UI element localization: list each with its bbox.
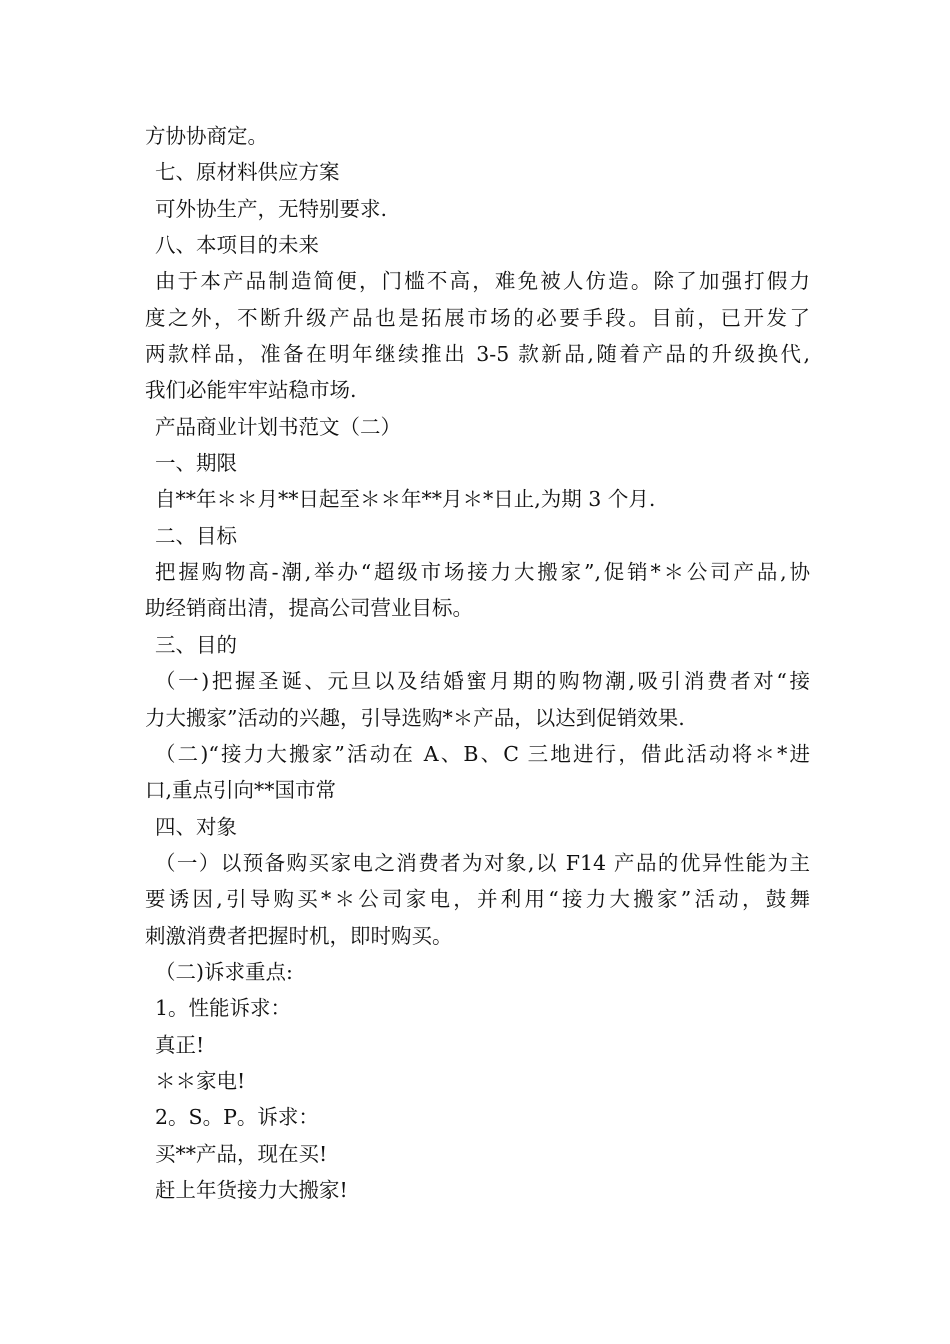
text-line: 产品商业计划书范文（二） [155, 414, 401, 439]
text-line: 四、对象 [155, 814, 237, 839]
text-line: 1。性能诉求： [155, 996, 292, 1021]
text-line: 三、目的 [155, 632, 237, 657]
text-line: 由于本产品制造简便，门槛不高，难免被人仿造。除了加强打假力 [155, 269, 810, 294]
text-line: 真正! [155, 1032, 205, 1057]
text-line: 度之外，不断升级产品也是拓展市场的必要手段。目前，已开发了 [145, 305, 810, 330]
text-line: 可外协生产，无特别要求. [155, 196, 388, 221]
text-line: 口,重点引向**国市常 [145, 778, 337, 803]
text-line: 一、期限 [155, 451, 237, 476]
text-line: 要诱因,引导购买*＊公司家电，并利用“接力大搬家”活动，鼓舞 [145, 887, 810, 912]
text-line: 刺激消费者把握时机，即时购买。 [145, 923, 453, 948]
text-line: （一)把握圣诞、元旦以及结婚蜜月期的购物潮,吸引消费者对“接 [155, 669, 810, 694]
text-line: 把握购物高-潮,举办“超级市场接力大搬家”,促销*＊公司产品,协 [155, 560, 810, 585]
text-line: （二)诉求重点: [155, 959, 293, 984]
text-line: 助经销商出清，提高公司营业目标。 [145, 596, 473, 621]
text-line: 赶上年货接力大搬家! [155, 1177, 348, 1202]
text-line: 七、原材料供应方案 [155, 160, 340, 185]
text-line: 自**年＊＊月**日起至＊＊年**月＊*日止,为期 3 个月. [155, 487, 656, 512]
text-line: （二)“接力大搬家”活动在 A、B、C 三地进行，借此活动将＊*进 [155, 741, 810, 766]
text-line: ＊＊家电! [155, 1068, 246, 1093]
text-line: 八、本项目的未来 [155, 233, 319, 258]
text-line: 两款样品，准备在明年继续推出 3-5 款新品,随着产品的升级换代, [145, 342, 810, 367]
text-line: （一）以预备购买家电之消费者为对象,以 F14 产品的优异性能为主 [155, 850, 810, 875]
text-line: 我们必能牢牢站稳市场. [145, 378, 357, 403]
document-body [145, 118, 810, 1208]
text-line: 二、目标 [155, 523, 237, 548]
text-line: 买**产品，现在买! [155, 1141, 328, 1166]
text-line: 2。S。P。诉求： [155, 1105, 319, 1130]
text-line: 方协协商定。 [145, 124, 268, 148]
text-line: 力大搬家”活动的兴趣，引导选购*＊产品，以达到促销效果. [145, 705, 685, 730]
